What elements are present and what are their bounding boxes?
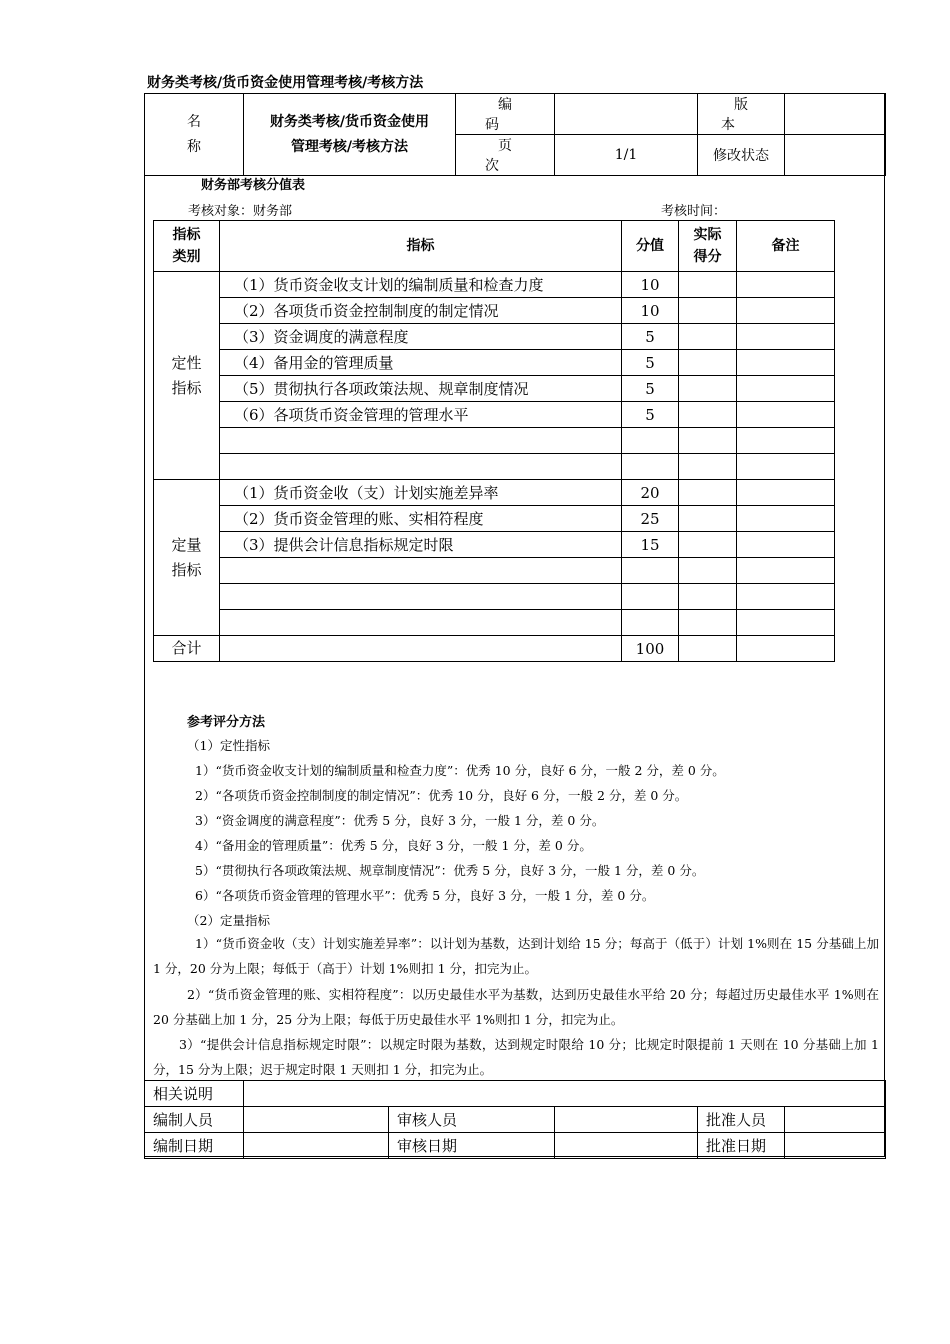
indicator-cell: （4）备用金的管理质量 xyxy=(220,350,622,376)
table-row-empty xyxy=(154,584,835,610)
actual-cell xyxy=(679,402,737,428)
name-label xyxy=(145,94,244,176)
score-cell: 5 xyxy=(622,376,679,402)
table-row xyxy=(154,350,835,376)
table-row xyxy=(154,532,835,558)
remark-cell xyxy=(737,506,835,532)
qual-item: 2）“各项货币资金控制制度的制定情况”：优秀 10 分，良好 6 分，一般 2 分，差 0 分。 xyxy=(195,788,688,803)
indicator-cell: （2）货币资金管理的账、实相符程度 xyxy=(220,506,622,532)
col-category: 指标类别 xyxy=(154,221,220,272)
score-cell: 5 xyxy=(622,402,679,428)
assessment-time: 考核时间： xyxy=(661,204,727,219)
table-row-empty xyxy=(154,454,835,480)
notes-value xyxy=(244,1081,886,1107)
code-value xyxy=(555,94,698,135)
quant-item: 1）“货币资金收（支）计划实施差异率”：以计划为基数，达到计划给 15 分；每高于（低于）计划 1%则在 15 分基础上加 1 分，20 分为上限；每低于（高于）计划 1%则扣 1 分，扣完为止。 xyxy=(153,936,879,976)
col-score: 分值 xyxy=(622,221,679,272)
score-table xyxy=(153,220,835,662)
page-label: 页次 xyxy=(456,135,555,176)
name-value xyxy=(244,94,456,176)
approver-value xyxy=(785,1107,886,1133)
table-row-empty xyxy=(154,610,835,636)
total-indicator xyxy=(220,636,622,662)
assessment-target: 考核对象：财务部 xyxy=(188,204,293,219)
indicator-cell: （2）各项货币资金控制制度的制定情况 xyxy=(220,298,622,324)
table-row xyxy=(154,272,835,298)
actual-cell xyxy=(679,298,737,324)
code-label: 编码 xyxy=(456,94,555,135)
version-value xyxy=(785,94,886,135)
table-row xyxy=(154,402,835,428)
document-frame xyxy=(144,93,885,1157)
total-actual xyxy=(679,636,737,662)
quant-heading: （2）定量指标 xyxy=(187,913,270,928)
actual-cell xyxy=(679,480,737,506)
table-row xyxy=(154,506,835,532)
remark-cell xyxy=(737,376,835,402)
remark-cell xyxy=(737,272,835,298)
qual-item: 1）“货币资金收支计划的编制质量和检查力度”：优秀 10 分，良好 6 分，一般 2 分，差 0 分。 xyxy=(195,763,725,778)
score-cell: 10 xyxy=(622,298,679,324)
page-value: 1/1 xyxy=(555,135,698,176)
name-label-text: 名称 xyxy=(187,113,201,155)
qual-heading: （1）定性指标 xyxy=(187,738,270,753)
notes-label: 相关说明 xyxy=(145,1081,244,1107)
remark-cell xyxy=(737,402,835,428)
reviewer-label: 审核人员 xyxy=(389,1107,555,1133)
table-row-empty xyxy=(154,428,835,454)
indicator-cell: （3）提供会计信息指标规定时限 xyxy=(220,532,622,558)
footer-table xyxy=(144,1080,886,1159)
total-label: 合计 xyxy=(154,636,220,662)
indicator-cell: （5）贯彻执行各项政策法规、规章制度情况 xyxy=(220,376,622,402)
method-title: 参考评分方法 xyxy=(187,715,266,730)
qual-item: 5）“贯彻执行各项政策法规、规章制度情况”：优秀 5 分，良好 3 分，一般 1 分，差 0 分。 xyxy=(195,863,705,878)
score-cell: 15 xyxy=(622,532,679,558)
indicator-cell: （1）货币资金收（支）计划实施差异率 xyxy=(220,480,622,506)
header-table xyxy=(144,93,886,176)
score-cell: 5 xyxy=(622,350,679,376)
table-row xyxy=(154,298,835,324)
score-cell: 25 xyxy=(622,506,679,532)
actual-cell xyxy=(679,376,737,402)
qualitative-category: 定性指标 xyxy=(154,272,220,480)
actual-cell xyxy=(679,532,737,558)
author-date-label: 编制日期 xyxy=(145,1133,244,1159)
table-row xyxy=(154,324,835,350)
score-cell: 5 xyxy=(622,324,679,350)
review-date-label: 审核日期 xyxy=(389,1133,555,1159)
review-date-value xyxy=(555,1133,698,1159)
approve-date-label: 批准日期 xyxy=(698,1133,785,1159)
table-row-empty xyxy=(154,558,835,584)
quant-item: 3）“提供会计信息指标规定时限”：以规定时限为基数，达到规定时限给 10 分；比规定时限提前 1 天则在 10 分基础上加 1 分，15 分为上限；迟于规定时限 1 天则扣 1 分，扣完为止。 xyxy=(153,1037,879,1077)
total-remark xyxy=(737,636,835,662)
name-value-line2: 管理考核/考核方法 xyxy=(290,138,409,155)
indicator-cell: （3）资金调度的满意程度 xyxy=(220,324,622,350)
qual-item: 6）“各项货币资金管理的管理水平”：优秀 5 分，良好 3 分，一般 1 分，差 0 分。 xyxy=(195,888,655,903)
col-indicator: 指标 xyxy=(220,221,622,272)
col-actual: 实际得分 xyxy=(679,221,737,272)
revision-value xyxy=(785,135,886,176)
approve-date-value xyxy=(785,1133,886,1159)
actual-cell xyxy=(679,506,737,532)
author-value xyxy=(244,1107,389,1133)
author-date-value xyxy=(244,1133,389,1159)
qual-item: 4）“备用金的管理质量”：优秀 5 分，良好 3 分，一般 1 分，差 0 分。 xyxy=(195,838,592,853)
remark-cell xyxy=(737,324,835,350)
table-row xyxy=(154,480,835,506)
score-cell: 20 xyxy=(622,480,679,506)
remark-cell xyxy=(737,298,835,324)
quant-item: 2）“货币资金管理的账、实相符程度”：以历史最佳水平为基数，达到历史最佳水平给 20 分；每超过历史最佳水平 1%则在 20 分基础上加 1 分，25 分为上限；每低于历史最佳水平 1%则扣 1 分，扣完为止。 xyxy=(153,987,879,1027)
revision-label: 修改状态 xyxy=(698,135,785,176)
remark-cell xyxy=(737,480,835,506)
remark-cell xyxy=(737,532,835,558)
reviewer-value xyxy=(555,1107,698,1133)
indicator-cell: （1）货币资金收支计划的编制质量和检查力度 xyxy=(220,272,622,298)
actual-cell xyxy=(679,324,737,350)
document-title: 财务类考核/货币资金使用管理考核/考核方法 xyxy=(147,75,424,91)
quantitative-category: 定量指标 xyxy=(154,480,220,636)
qual-item: 3）“资金调度的满意程度”：优秀 5 分，良好 3 分，一般 1 分，差 0 分。 xyxy=(195,813,605,828)
score-cell: 10 xyxy=(622,272,679,298)
total-row xyxy=(154,636,835,662)
name-value-line1: 财务类考核/货币资金使用 xyxy=(269,113,430,130)
total-score: 100 xyxy=(622,636,679,662)
approver-label: 批准人员 xyxy=(698,1107,785,1133)
actual-cell xyxy=(679,350,737,376)
author-label: 编制人员 xyxy=(145,1107,244,1133)
table-row xyxy=(154,376,835,402)
score-table-title: 财务部考核分值表 xyxy=(201,178,306,193)
indicator-cell: （6）各项货币资金管理的管理水平 xyxy=(220,402,622,428)
version-label: 版本 xyxy=(698,94,785,135)
actual-cell xyxy=(679,272,737,298)
remark-cell xyxy=(737,350,835,376)
col-remark: 备注 xyxy=(737,221,835,272)
